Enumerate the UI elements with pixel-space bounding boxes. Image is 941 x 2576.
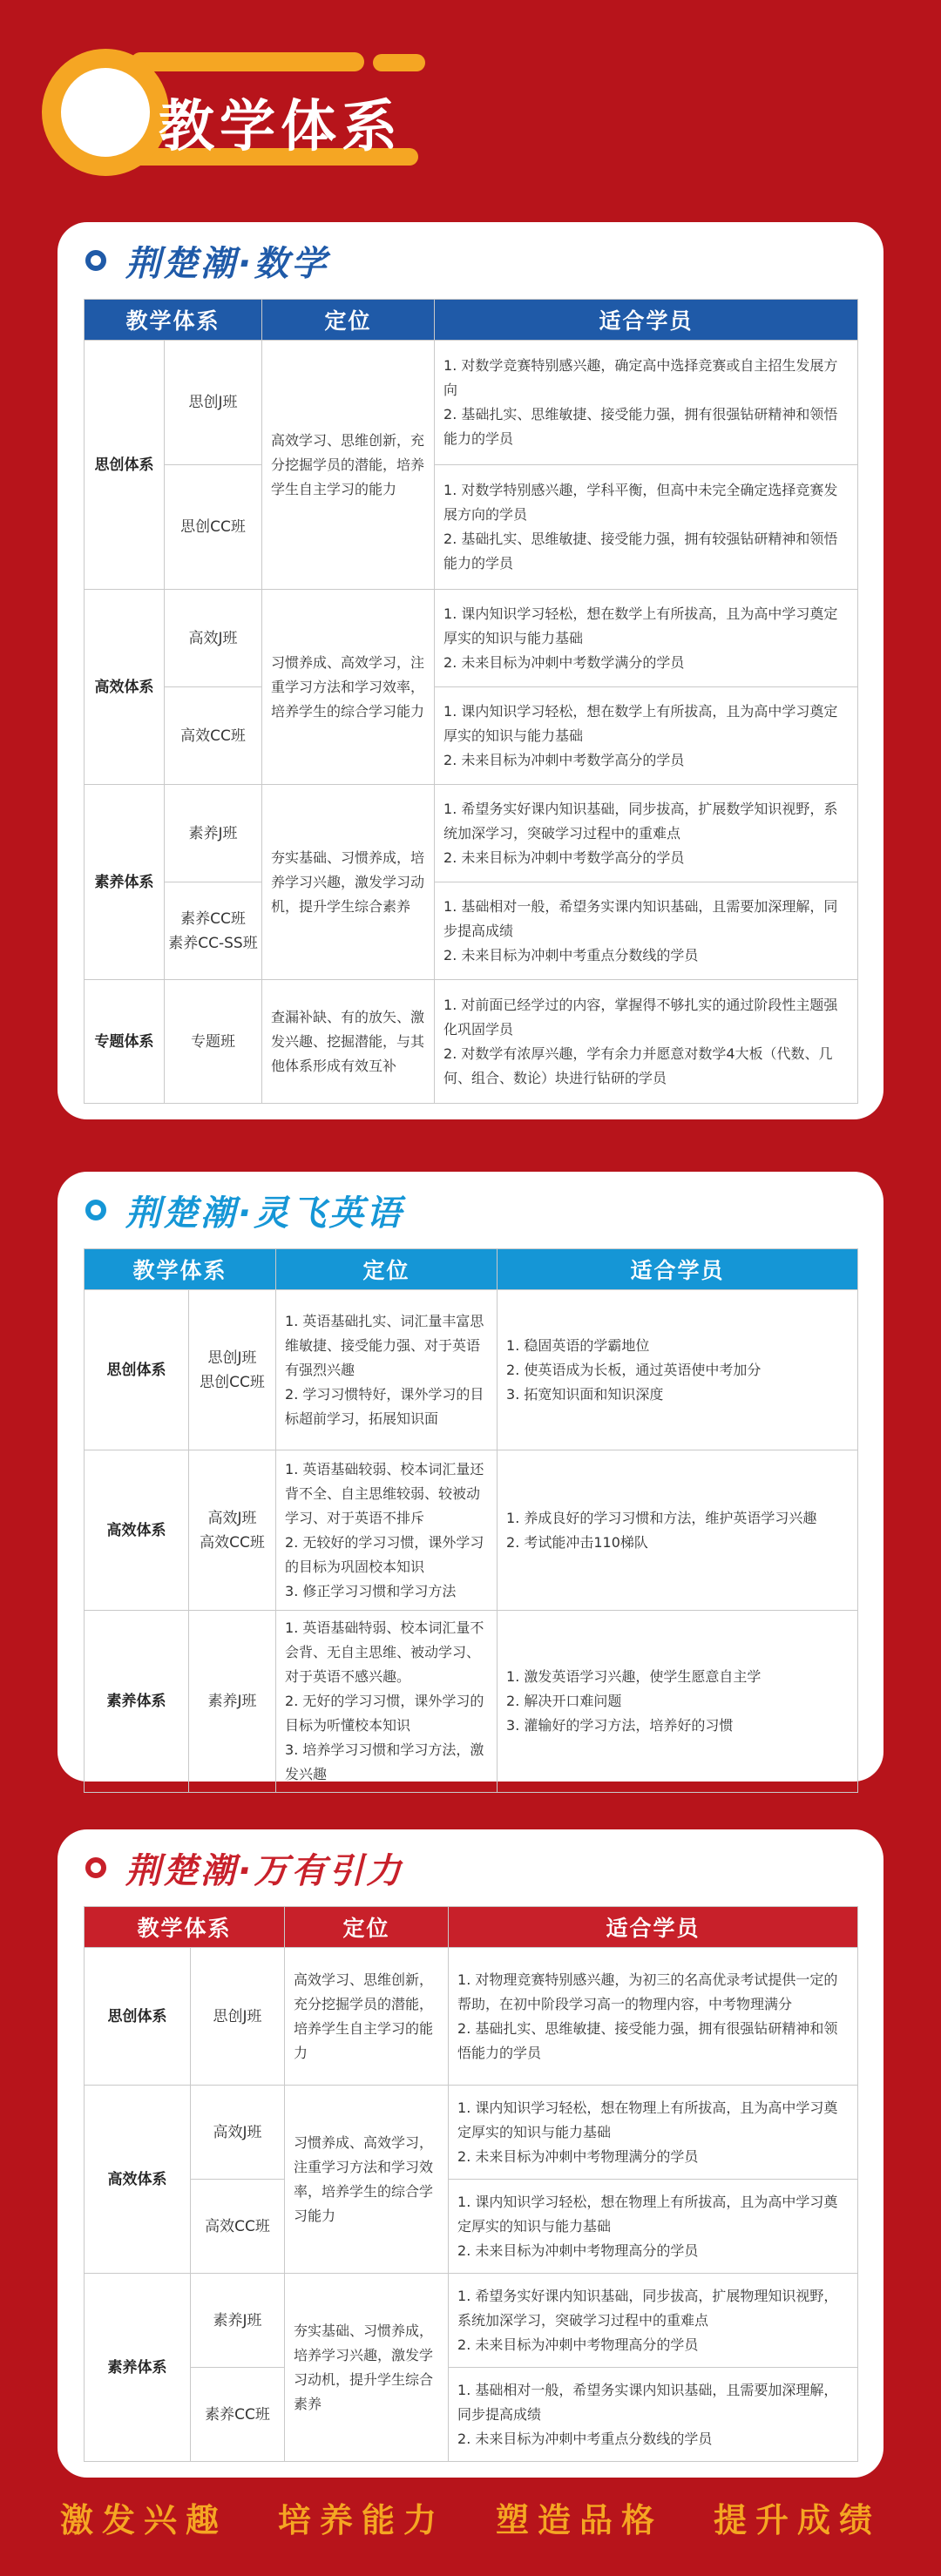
item: 1. 基础相对一般，希望务实课内知识基础，且需要加深理解，同步提高成绩 [443, 897, 838, 939]
table-row [85, 341, 858, 465]
col-header-position: 定位 [276, 1249, 498, 1290]
students-cell [435, 687, 858, 785]
item: 2. 解决开口难问题 [506, 1693, 622, 1709]
item: 2. 无较好的学习习惯，课外学习的目标为巩固校本知识 [285, 1533, 484, 1575]
physics-title: 荆楚潮·万有引力 [125, 1850, 404, 1891]
item: 1. 养成良好的学习习惯和方法，维护英语学习兴趣 [506, 1509, 817, 1526]
class-cell [189, 1450, 276, 1611]
item: 3. 修正学习习惯和学习方法 [285, 1582, 457, 1599]
item: 2. 基础扎实、思维敏捷、接受能力强，拥有较强钻研精神和领悟能力的学员 [443, 531, 838, 571]
item: 2. 未来目标为冲刺中考数学高分的学员 [443, 751, 685, 768]
page-header [0, 0, 941, 200]
math-table [84, 299, 858, 1104]
students-cell [498, 1450, 858, 1611]
class-cell: 专题班 [165, 980, 262, 1104]
item: 2. 未来目标为冲刺中考重点分数线的学员 [457, 2430, 713, 2447]
table-header-row [85, 1907, 858, 1948]
table-row [85, 785, 858, 882]
slogan: 激发兴趣 [59, 2501, 227, 2539]
item: 2. 未来目标为冲刺中考物理满分的学员 [457, 2147, 699, 2165]
students-cell [449, 2274, 858, 2368]
ring-icon [85, 250, 106, 271]
item: 1. 对前面已经学过的内容，掌握得不够扎实的通过阶段性主题强化巩固学员 [443, 996, 838, 1038]
table-row [85, 882, 858, 980]
item: 3. 拓宽知识面和知识深度 [506, 1385, 664, 1403]
slogan: 塑造品格 [495, 2501, 663, 2539]
item: 2. 未来目标为冲刺中考重点分数线的学员 [443, 946, 699, 963]
position-cell [276, 1290, 498, 1450]
physics-card-header [84, 1829, 857, 1906]
item: 1. 希望务实好课内知识基础，同步拔高，扩展数学知识视野，系统加深学习，突破学习过程中的重难点 [443, 800, 838, 842]
table-row [85, 2274, 858, 2368]
item: 1. 对物理竞赛特别感兴趣，为初三的名高优录考试提供一定的帮助，在初中阶段学习高一的物理内容，中考物理满分 [457, 1971, 838, 2012]
system-cell: 专题体系 [85, 980, 165, 1104]
class-cell: 思创J班 [165, 341, 262, 465]
item: 2. 未来目标为冲刺中考物理高分的学员 [457, 2336, 699, 2353]
col-header-students: 适合学员 [449, 1907, 858, 1948]
table-row [85, 1450, 858, 1611]
students-cell [449, 2368, 858, 2462]
item: 2. 未来目标为冲刺中考物理高分的学员 [457, 2241, 699, 2259]
item: 1. 课内知识学习轻松，想在数学上有所拔高，且为高中学习奠定厚实的知识与能力基础 [443, 605, 838, 646]
class-cell: 高效J班 [165, 590, 262, 687]
table-row [85, 465, 858, 590]
system-cell: 高效体系 [85, 2086, 191, 2274]
position-cell: 习惯养成、高效学习，注重学习方法和学习效率，培养学生的综合学习能力 [262, 590, 435, 785]
item: 2. 学习习惯特好，课外学习的目标超前学习，拓展知识面 [285, 1385, 484, 1427]
table-row [85, 1611, 858, 1793]
system-cell: 高效体系 [85, 1450, 189, 1611]
students-cell [498, 1611, 858, 1793]
item: 2. 使英语成为长板，通过英语使中考加分 [506, 1361, 762, 1378]
class-label: 素养CC-SS班 [168, 934, 258, 952]
class-label: 素养CC班 [180, 909, 246, 928]
item: 1. 课内知识学习轻松，想在物理上有所拔高，且为高中学习奠定厚实的知识与能力基础 [457, 2193, 838, 2235]
item: 1. 对数学特别感兴趣，学科平衡，但高中未完全确定选择竞赛发展方向的学员 [443, 482, 838, 523]
item: 1. 基础相对一般，希望务实课内知识基础，且需要加深理解，同步提高成绩 [457, 2381, 838, 2423]
col-header-position: 定位 [262, 300, 435, 341]
class-cell: 思创CC班 [165, 465, 262, 590]
students-cell [449, 2086, 858, 2180]
position-cell: 查漏补缺、有的放矢、激发兴趣、挖掘潜能，与其他体系形成有效互补 [262, 980, 435, 1104]
ring-icon [85, 1200, 106, 1220]
english-title: 荆楚潮·灵飞英语 [125, 1193, 404, 1234]
english-card [58, 1172, 883, 1782]
ring-icon [85, 1857, 106, 1878]
item: 1. 课内知识学习轻松，想在物理上有所拔高，且为高中学习奠定厚实的知识与能力基础 [457, 2099, 838, 2140]
class-cell: 素养J班 [165, 785, 262, 882]
decor-bar [373, 54, 425, 71]
table-header-row [85, 1249, 858, 1290]
class-label: 思创CC班 [200, 1373, 265, 1391]
table-row [85, 590, 858, 687]
col-header-students: 适合学员 [435, 300, 858, 341]
table-row [85, 980, 858, 1104]
item: 1. 激发英语学习兴趣，使学生愿意自主学 [506, 1668, 762, 1685]
system-cell: 思创体系 [85, 1948, 191, 2086]
class-cell: 思创J班 [191, 1948, 285, 2086]
math-card-header [84, 222, 857, 299]
item: 2. 基础扎实、思维敏捷、接受能力强，拥有很强钻研精神和领悟能力的学员 [443, 406, 838, 447]
col-header-system: 教学体系 [85, 300, 262, 341]
item: 1. 英语基础较弱、校本词汇量还背不全、自主思维较弱、较被动学习、对于英语不排斥 [285, 1460, 484, 1526]
physics-card [58, 1829, 883, 2478]
system-cell: 素养体系 [85, 1611, 189, 1793]
class-label: 高效CC班 [200, 1533, 265, 1552]
math-title: 荆楚潮·数学 [125, 243, 329, 284]
item: 2. 基础扎实、思维敏捷、接受能力强，拥有很强钻研精神和领悟能力的学员 [457, 2019, 838, 2061]
system-cell: 素养体系 [85, 2274, 191, 2462]
students-cell [435, 882, 858, 980]
table-row [85, 687, 858, 785]
class-label: 思创J班 [207, 1349, 257, 1367]
class-cell: 高效CC班 [165, 687, 262, 785]
physics-table [84, 1906, 858, 2462]
english-card-header [84, 1172, 857, 1248]
class-cell: 高效J班 [191, 2086, 285, 2180]
table-row [85, 2180, 858, 2274]
item: 1. 稳固英语的学霸地位 [506, 1336, 650, 1354]
slogan: 提升成绩 [713, 2501, 881, 2539]
item: 1. 课内知识学习轻松，想在数学上有所拔高，且为高中学习奠定厚实的知识与能力基础 [443, 702, 838, 744]
class-cell: 素养CC班 [191, 2368, 285, 2462]
item: 3. 培养学习习惯和学习方法，激发兴趣 [285, 1741, 484, 1782]
system-cell: 思创体系 [85, 1290, 189, 1450]
item: 2. 无好的学习习惯，课外学习的目标为听懂校本知识 [285, 1693, 484, 1734]
item: 2. 未来目标为冲刺中考数学高分的学员 [443, 849, 685, 866]
item: 1. 对数学竞赛特别感兴趣，确定高中选择竞赛或自主招生发展方向 [443, 357, 838, 398]
item: 3. 灌输好的学习方法，培养好的习惯 [506, 1717, 734, 1734]
class-cell: 高效CC班 [191, 2180, 285, 2274]
item: 2. 考试能冲击110梯队 [506, 1533, 648, 1551]
col-header-position: 定位 [285, 1907, 449, 1948]
item: 2. 未来目标为冲刺中考数学满分的学员 [443, 653, 685, 671]
position-cell: 高效学习、思维创新，充分挖掘学员的潜能，培养学生自主学习的能力 [262, 341, 435, 590]
item: 2. 对数学有浓厚兴趣，学有余力并愿意对数学4大板（代数、几何、组合、数论）块进行钻研的学员 [443, 1045, 833, 1086]
position-cell: 高效学习、思维创新，充分挖掘学员的潜能，培养学生自主学习的能力 [285, 1948, 449, 2086]
table-row [85, 1290, 858, 1450]
position-cell: 夯实基础、习惯养成，培养学习兴趣，激发学习动机，提升学生综合素养 [262, 785, 435, 980]
decor-circle-icon [42, 49, 169, 176]
footer-slogans [0, 2493, 941, 2541]
math-card [58, 222, 883, 1119]
class-cell [165, 882, 262, 980]
decor-bar [131, 52, 364, 71]
position-cell: 习惯养成、高效学习，注重学习方法和学习效率，培养学生的综合学习能力 [285, 2086, 449, 2274]
students-cell [435, 465, 858, 590]
class-cell: 素养J班 [189, 1611, 276, 1793]
system-cell: 素养体系 [85, 785, 165, 980]
position-cell [276, 1450, 498, 1611]
students-cell [449, 2180, 858, 2274]
position-cell [276, 1611, 498, 1793]
slogan: 培养能力 [277, 2501, 445, 2539]
table-row [85, 1948, 858, 2086]
students-cell [435, 341, 858, 465]
page-title: 教学体系 [159, 95, 403, 159]
col-header-students: 适合学员 [498, 1249, 858, 1290]
position-cell: 夯实基础、习惯养成，培养学习兴趣，激发学习动机，提升学生综合素养 [285, 2274, 449, 2462]
table-row [85, 2368, 858, 2462]
table-header-row [85, 300, 858, 341]
col-header-system: 教学体系 [85, 1907, 285, 1948]
table-row [85, 2086, 858, 2180]
item: 1. 英语基础特弱、校本词汇量不会背、无自主思维、被动学习、对于英语不感兴趣。 [285, 1619, 484, 1685]
class-cell [189, 1290, 276, 1450]
students-cell [449, 1948, 858, 2086]
item: 1. 希望务实好课内知识基础，同步拔高，扩展物理知识视野，系统加深学习，突破学习过程中的重难点 [457, 2287, 838, 2329]
item: 1. 英语基础扎实、词汇量丰富思维敏捷、接受能力强、对于英语有强烈兴趣 [285, 1312, 484, 1378]
students-cell [498, 1290, 858, 1450]
students-cell [435, 590, 858, 687]
english-table [84, 1248, 858, 1793]
system-cell: 高效体系 [85, 590, 165, 785]
col-header-system: 教学体系 [85, 1249, 276, 1290]
class-label: 高效J班 [207, 1509, 257, 1527]
students-cell [435, 785, 858, 882]
students-cell [435, 980, 858, 1104]
system-cell: 思创体系 [85, 341, 165, 590]
class-cell: 素养J班 [191, 2274, 285, 2368]
